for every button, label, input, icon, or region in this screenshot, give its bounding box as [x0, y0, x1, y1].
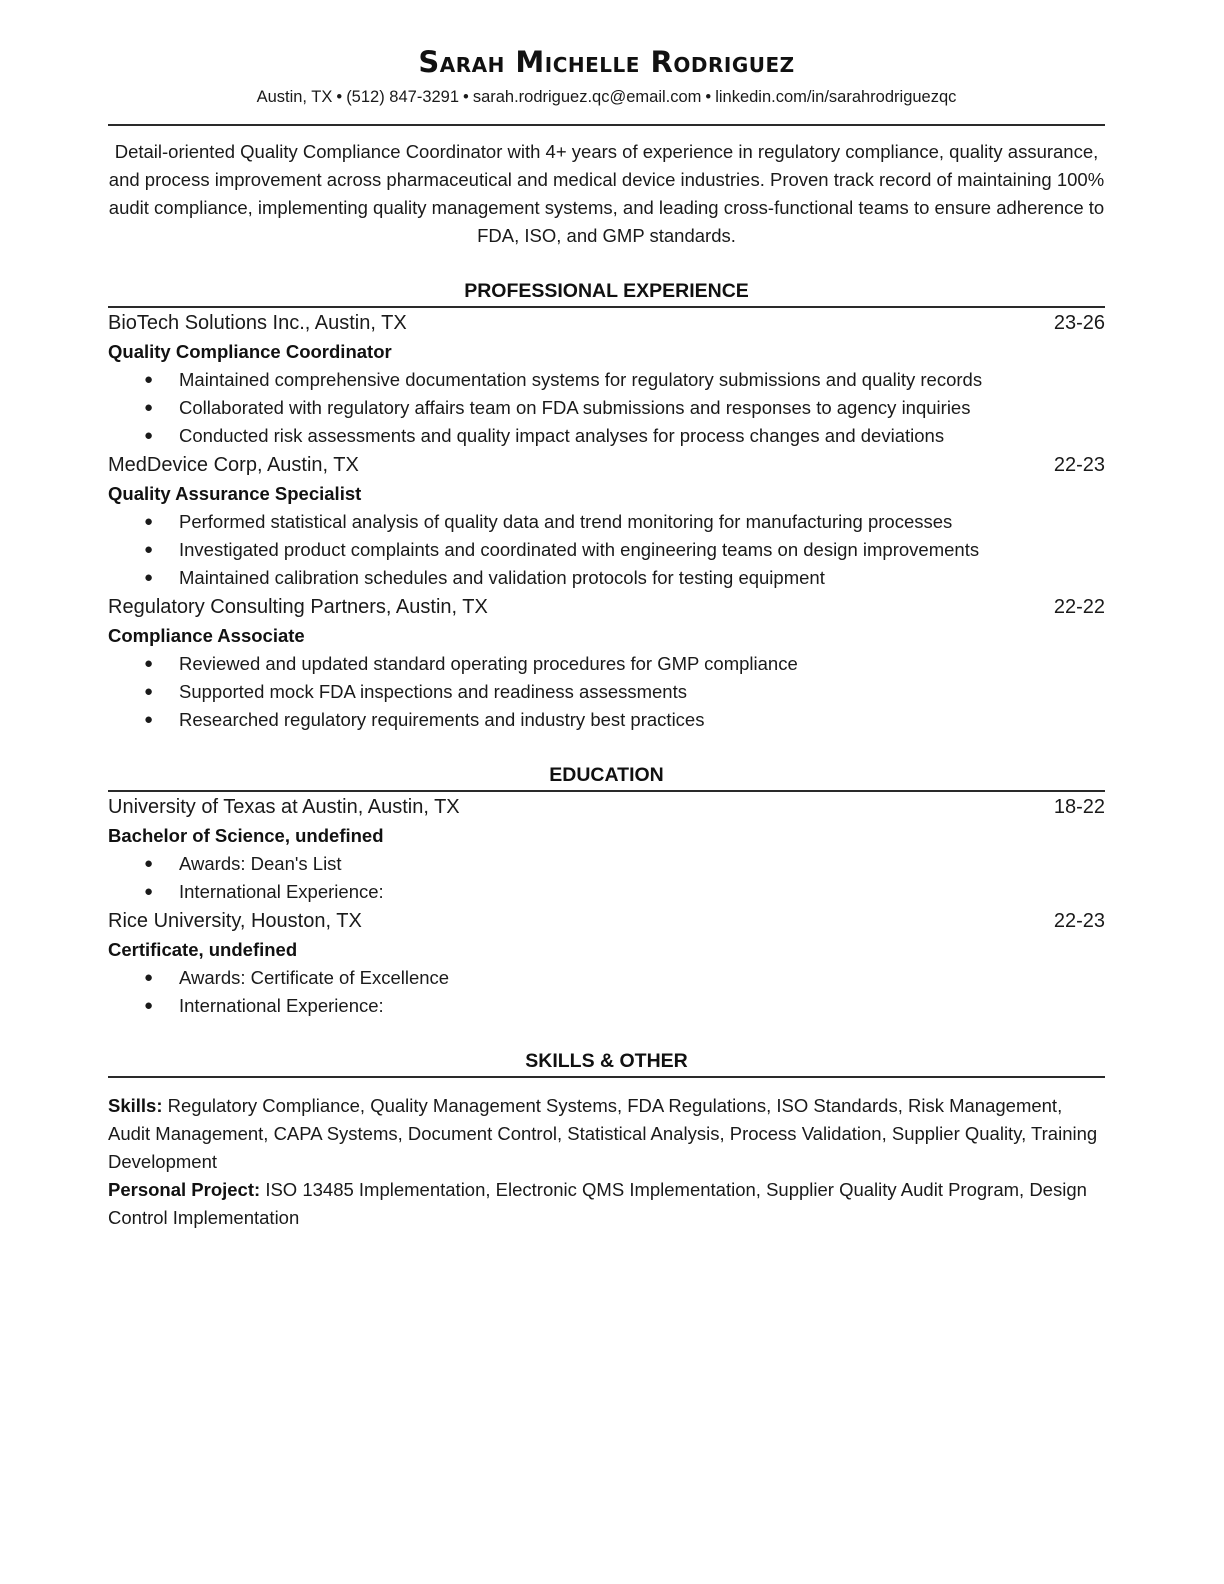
- bullet-text: Maintained calibration schedules and validation protocols for testing equipment: [179, 567, 825, 588]
- bullet-item: [108, 366, 1105, 394]
- education-entry: [108, 792, 1105, 906]
- bullet-text: Reviewed and updated standard operating procedures for GMP compliance: [179, 653, 798, 674]
- bullet-text: Awards: Dean's List: [179, 853, 342, 874]
- bullet-item: [108, 422, 1105, 450]
- school-dates: 22-23: [1053, 910, 1105, 932]
- section-title-education: EDUCATION: [108, 760, 1105, 792]
- separator: •: [705, 88, 712, 106]
- bullet-icon: ●: [144, 655, 154, 672]
- skills-text: Regulatory Compliance, Quality Management Systems, FDA Regulations, ISO Standards, Risk Management, Audit Management, CAPA Systems, Document Control, Statistical Analysis, Process Validation, Supplier Quality, Training Development: [108, 1095, 1098, 1172]
- bullet-text: Researched regulatory requirements and industry best practices: [179, 709, 705, 730]
- job-bullets: [108, 508, 1105, 592]
- header-divider: [108, 124, 1105, 126]
- bullet-icon: ●: [144, 711, 154, 728]
- contact-line: [108, 84, 1105, 110]
- job-role: Quality Compliance Coordinator: [108, 341, 392, 362]
- skills-section: [108, 1046, 1105, 1232]
- job-company: MedDevice Corp, Austin, TX: [108, 454, 359, 476]
- project-text: ISO 13485 Implementation, Electronic QMS Implementation, Supplier Quality Audit Program, Design Control Implementation: [108, 1179, 1087, 1228]
- bullet-item: [108, 650, 1105, 678]
- job-bullets: [108, 366, 1105, 450]
- bullet-icon: ●: [144, 427, 154, 444]
- job-company: Regulatory Consulting Partners, Austin, TX: [108, 596, 488, 618]
- professional-summary: Detail-oriented Quality Compliance Coordinator with 4+ years of experience in regulatory compliance, quality assurance, and process improvement across pharmaceutical and medical device industries. Proven track record of maintaining 100% audit compliance, implementing quality management systems, and leading cross-functional teams to ensure adherence to FDA, ISO, and GMP standards.: [108, 141, 1105, 246]
- bullet-icon: ●: [144, 883, 154, 900]
- degree: Bachelor of Science, undefined: [108, 825, 384, 846]
- school-name: University of Texas at Austin, Austin, TX: [108, 796, 460, 818]
- project-label: Personal Project:: [108, 1179, 261, 1200]
- section-title-skills: SKILLS & OTHER: [108, 1046, 1105, 1078]
- bullet-icon: ●: [144, 513, 154, 530]
- separator: •: [336, 88, 343, 106]
- bullet-item: [108, 564, 1105, 592]
- bullet-icon: ●: [144, 997, 154, 1014]
- bullet-text: International Experience:: [179, 881, 384, 902]
- job-role: Quality Assurance Specialist: [108, 483, 362, 504]
- bullet-text: International Experience:: [179, 995, 384, 1016]
- education-entry: [108, 906, 1105, 1020]
- job-company: BioTech Solutions Inc., Austin, TX: [108, 312, 407, 334]
- bullet-item: [108, 706, 1105, 734]
- education-header: [108, 906, 1105, 936]
- job-header: [108, 308, 1105, 338]
- bullet-text: Performed statistical analysis of quality data and trend monitoring for manufacturing processes: [179, 511, 953, 532]
- school-name: Rice University, Houston, TX: [108, 910, 362, 932]
- bullet-item: [108, 678, 1105, 706]
- separator: •: [463, 88, 469, 106]
- education-bullets: [108, 850, 1105, 906]
- degree: Certificate, undefined: [108, 939, 298, 960]
- bullet-item: [108, 878, 1105, 906]
- bullet-icon: ●: [144, 399, 154, 416]
- bullet-item: [108, 394, 1105, 422]
- contact-linkedin[interactable]: linkedin.com/in/sarahrodriguezqc: [715, 88, 957, 106]
- bullet-icon: ●: [144, 569, 154, 586]
- bullet-text: Collaborated with regulatory affairs team on FDA submissions and responses to agency inquiries: [179, 397, 971, 418]
- job-role: Compliance Associate: [108, 625, 305, 646]
- job-entry: [108, 308, 1105, 450]
- education-bullets: [108, 964, 1105, 1020]
- bullet-item: [108, 508, 1105, 536]
- job-dates: 22-22: [1053, 596, 1105, 618]
- job-dates: 22-23: [1053, 454, 1105, 476]
- contact-phone[interactable]: (512) 847-3291: [346, 88, 460, 106]
- bullet-item: [108, 850, 1105, 878]
- bullet-item: [108, 964, 1105, 992]
- job-dates: 23-26: [1053, 312, 1105, 334]
- bullet-item: [108, 992, 1105, 1020]
- section-title-experience: PROFESSIONAL EXPERIENCE: [108, 276, 1105, 308]
- bullet-text: Awards: Certificate of Excellence: [179, 967, 450, 988]
- skills-label: Skills:: [108, 1095, 163, 1116]
- bullet-text: Conducted risk assessments and quality impact analyses for process changes and deviations: [179, 425, 945, 446]
- job-header: [108, 450, 1105, 480]
- bullet-text: Maintained comprehensive documentation systems for regulatory submissions and quality records: [179, 369, 983, 390]
- education-header: [108, 792, 1105, 822]
- contact-location: Austin, TX: [256, 88, 333, 106]
- project-line: [108, 1176, 1105, 1232]
- bullet-item: [108, 536, 1105, 564]
- job-header: [108, 592, 1105, 622]
- bullet-icon: ●: [144, 855, 154, 872]
- candidate-name: Sarah Michelle Rodriguez: [418, 45, 795, 79]
- bullet-text: Investigated product complaints and coordinated with engineering teams on design improvements: [179, 539, 980, 560]
- resume-page: [108, 40, 1105, 1232]
- education-section: [108, 760, 1105, 1020]
- job-bullets: [108, 650, 1105, 734]
- skills-block: [108, 1092, 1105, 1232]
- experience-section: [108, 276, 1105, 734]
- school-dates: 18-22: [1053, 796, 1105, 818]
- contact-email[interactable]: sarah.rodriguez.qc@email.com: [472, 88, 702, 106]
- bullet-icon: ●: [144, 969, 154, 986]
- job-entry: [108, 592, 1105, 734]
- bullet-icon: ●: [144, 683, 154, 700]
- bullet-icon: ●: [144, 371, 154, 388]
- bullet-icon: ●: [144, 541, 154, 558]
- skills-line: [108, 1092, 1105, 1176]
- job-entry: [108, 450, 1105, 592]
- bullet-text: Supported mock FDA inspections and readiness assessments: [179, 681, 687, 702]
